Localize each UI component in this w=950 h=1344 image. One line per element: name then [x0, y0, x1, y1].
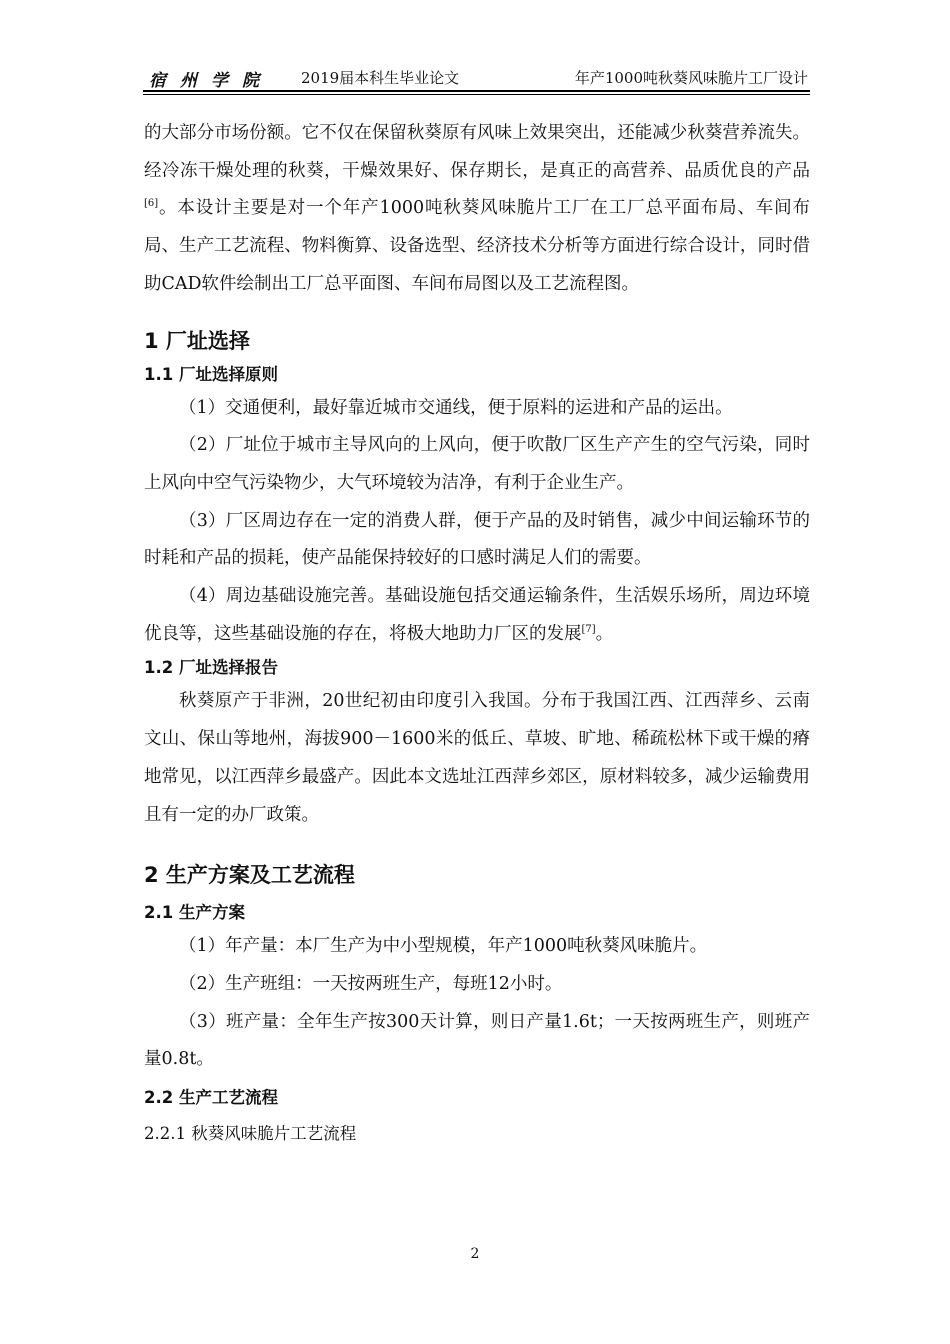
- section-1-heading: 1 厂址选择: [144, 328, 250, 353]
- section-2-2-heading: 2.2 生产工艺流程: [144, 1088, 278, 1108]
- plan-item-3: （3）班产量：全年生产按300天计算，则日产量1.6t；一天按两班生产，则班产量0.8t。: [144, 1011, 810, 1070]
- section-2-2-1-heading: 2.2.1 秋葵风味脆片工艺流程: [144, 1124, 357, 1144]
- thesis-label: 2019届本科生毕业论文: [301, 69, 460, 87]
- page-header: [143, 66, 810, 92]
- page-body: [144, 115, 810, 1149]
- thesis-title: 年产1000吨秋葵风味脆片工厂设计: [574, 69, 808, 87]
- site-report-paragraph: 秋葵原产于非洲，20世纪初由印度引入我国。分布于我国江西、江西萍乡、云南文山、保山等地州，海拔900－1600米的低丘、草坡、旷地、稀疏松林下或干燥的瘠地常见，以江西萍乡最盛产。因此本文选址江西萍乡郊区，原材料较多，减少运输费用且有一定的办厂政策。: [144, 691, 810, 825]
- section-2-heading: 2 生产方案及工艺流程: [144, 863, 355, 888]
- plan-item-2: （2）生产班组：一天按两班生产，每班12小时。: [179, 973, 563, 994]
- section-1-2-heading: 1.2 厂址选择报告: [144, 658, 278, 678]
- citation-7: [7]: [581, 623, 596, 635]
- section-1-1-heading: 1.1 厂址选择原则: [144, 364, 278, 384]
- section-2-1-heading: 2.1 生产方案: [144, 903, 245, 923]
- principle-item-3: （3）厂区周边存在一定的消费人群，便于产品的及时销售，减少中间运输环节的时耗和产品的损耗，使产品能保持较好的口感时满足人们的需要。: [144, 510, 810, 569]
- principle-item-4: （4）周边基础设施完善。基础设施包括交通运输条件，生活娱乐场所，周边环境优良等，这些基础设施的存在，将极大地助力厂区的发展[7]。: [144, 586, 810, 644]
- page-number: 2: [470, 1246, 480, 1262]
- intro-paragraph: 的大部分市场份额。它不仅在保留秋葵原有风味上效果突出，还能减少秋葵营养流失。经冷冻干燥处理的秋葵，干燥效果好、保存期长，是真正的高营养、品质优良的产品[6]。本设计主要是对一个年产1000吨秋葵风味脆片工厂在工厂总平面布局、车间布局、生产工艺流程、物料衡算、设备选型、经济技术分析等方面进行综合设计，同时借助CAD软件绘制出工厂总平面图、车间布局图以及工艺流程图。: [144, 123, 810, 294]
- principle-item-1: （1）交通便利，最好靠近城市交通线，便于原料的运进和产品的运出。: [179, 397, 733, 418]
- principle-item-2: （2）厂址位于城市主导风向的上风向，便于吹散厂区生产产生的空气污染，同时上风向中空气污染物少，大气环境较为洁净，有利于企业生产。: [144, 435, 810, 493]
- citation-6: [6]: [144, 198, 159, 210]
- header-rule: [143, 94, 810, 95]
- school-name: 宿州学院: [149, 71, 273, 91]
- plan-item-1: （1）年产量：本厂生产为中小型规模，年产1000吨秋葵风味脆片。: [179, 936, 708, 957]
